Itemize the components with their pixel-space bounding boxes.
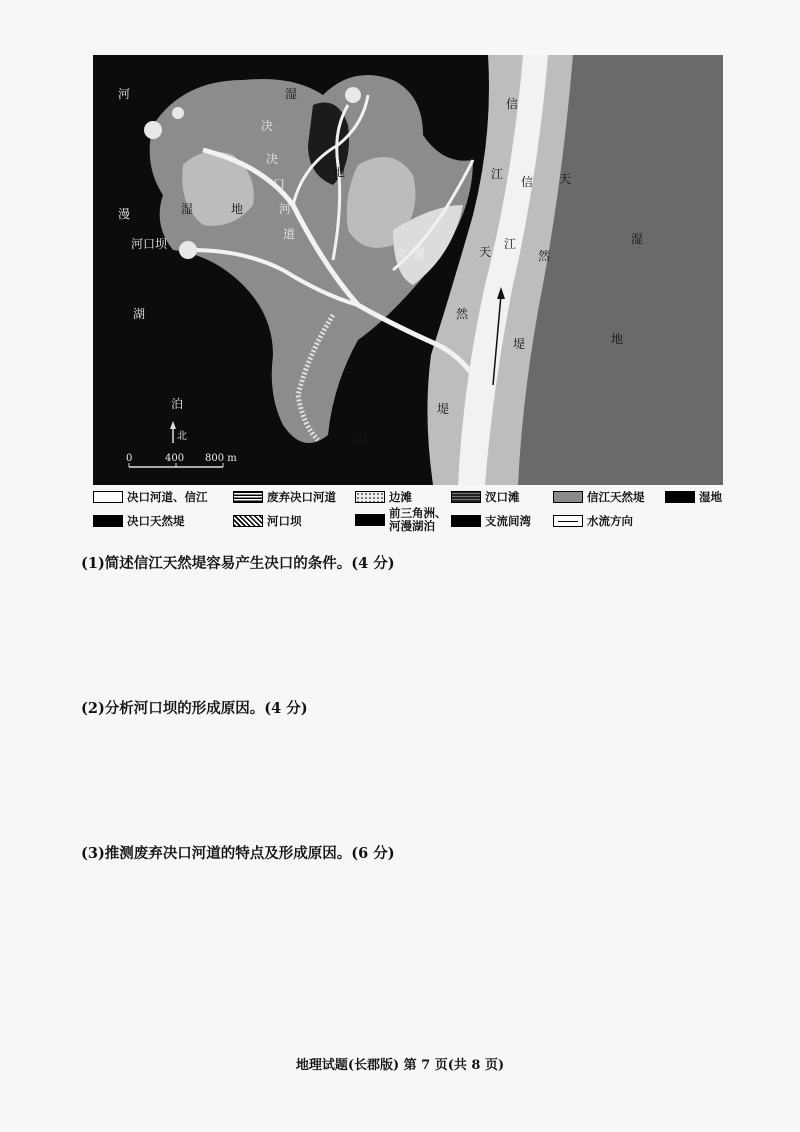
map-graphic: [93, 55, 723, 485]
question-1: (1)简述信江天然堤容易产生决口的条件。(4 分): [81, 555, 395, 572]
map-label-wetland-east-2: 地: [611, 332, 624, 346]
question-2: (2)分析河口坝的形成原因。(4 分): [81, 700, 308, 717]
legend-item: 支流间湾: [451, 513, 531, 529]
map-label-di1: 地: [231, 202, 244, 216]
map-label-ran-l: 然: [456, 307, 469, 321]
map-label-he: 河: [118, 87, 131, 101]
legend-item: 决口河道、信江: [93, 489, 208, 505]
map-label-di-r: 堤: [513, 337, 526, 351]
page-footer: 地理试题(长郡版) 第 7 页(共 8 页): [295, 1058, 505, 1073]
legend-item: 边滩: [355, 489, 412, 505]
map-label-po: 泊: [171, 397, 184, 411]
map-label-hu: 湖: [133, 307, 146, 321]
legend-item: 河口坝: [233, 513, 302, 529]
legend-item: 废弃决口河道: [233, 489, 336, 505]
legend-item: 信江天然堤: [553, 489, 645, 505]
map-label-xin2: 信: [521, 175, 534, 189]
delta-map: [93, 55, 723, 485]
map-label-kou: 口: [273, 177, 286, 191]
map-label-di2: 地: [333, 165, 346, 179]
map-label-tian-r: 天: [559, 172, 572, 186]
legend-item: 水流方向: [553, 513, 633, 529]
legend-item: 湿地: [665, 489, 722, 505]
map-legend: [93, 487, 723, 531]
legend-item: 决口天然堤: [93, 513, 185, 529]
map-label-shi2: 湿: [285, 87, 298, 101]
map-label-xin: 信: [506, 97, 519, 111]
map-label-jiang2: 江: [504, 237, 517, 251]
map-label-jue2: 决: [266, 152, 279, 166]
map-label-jue1: 决: [261, 119, 274, 133]
scale-label-400: 400: [165, 453, 185, 464]
map-label-wen: 文: [395, 247, 408, 261]
scale-label-800: 800 m: [205, 453, 237, 464]
map-label-di-l: 堤: [437, 402, 450, 416]
question-3: (3)推测废弃决口河道的特点及形成原因。(6 分): [81, 845, 395, 862]
map-label-tian-l: 天: [479, 245, 492, 259]
legend-item: 汊口滩: [451, 489, 520, 505]
north-label: 北: [177, 431, 187, 442]
map-label-wetland-south: 湿地: [346, 432, 371, 446]
scale-label-0: 0: [126, 453, 133, 464]
map-label-shi1: 湿: [181, 202, 194, 216]
map-label-ran-r: 然: [538, 249, 551, 263]
map-label-wetland-east-1: 湿: [631, 232, 644, 246]
map-label-dao: 道: [283, 227, 296, 241]
map-label-he2: 河: [279, 202, 292, 216]
map-label-man: 漫: [118, 207, 131, 221]
map-label-hekouba: 河口坝: [131, 237, 168, 251]
map-label-jiang: 江: [491, 167, 504, 181]
map-label-lan: 澜: [413, 247, 426, 261]
legend-item: 前三角洲、 河漫湖泊: [355, 507, 447, 533]
